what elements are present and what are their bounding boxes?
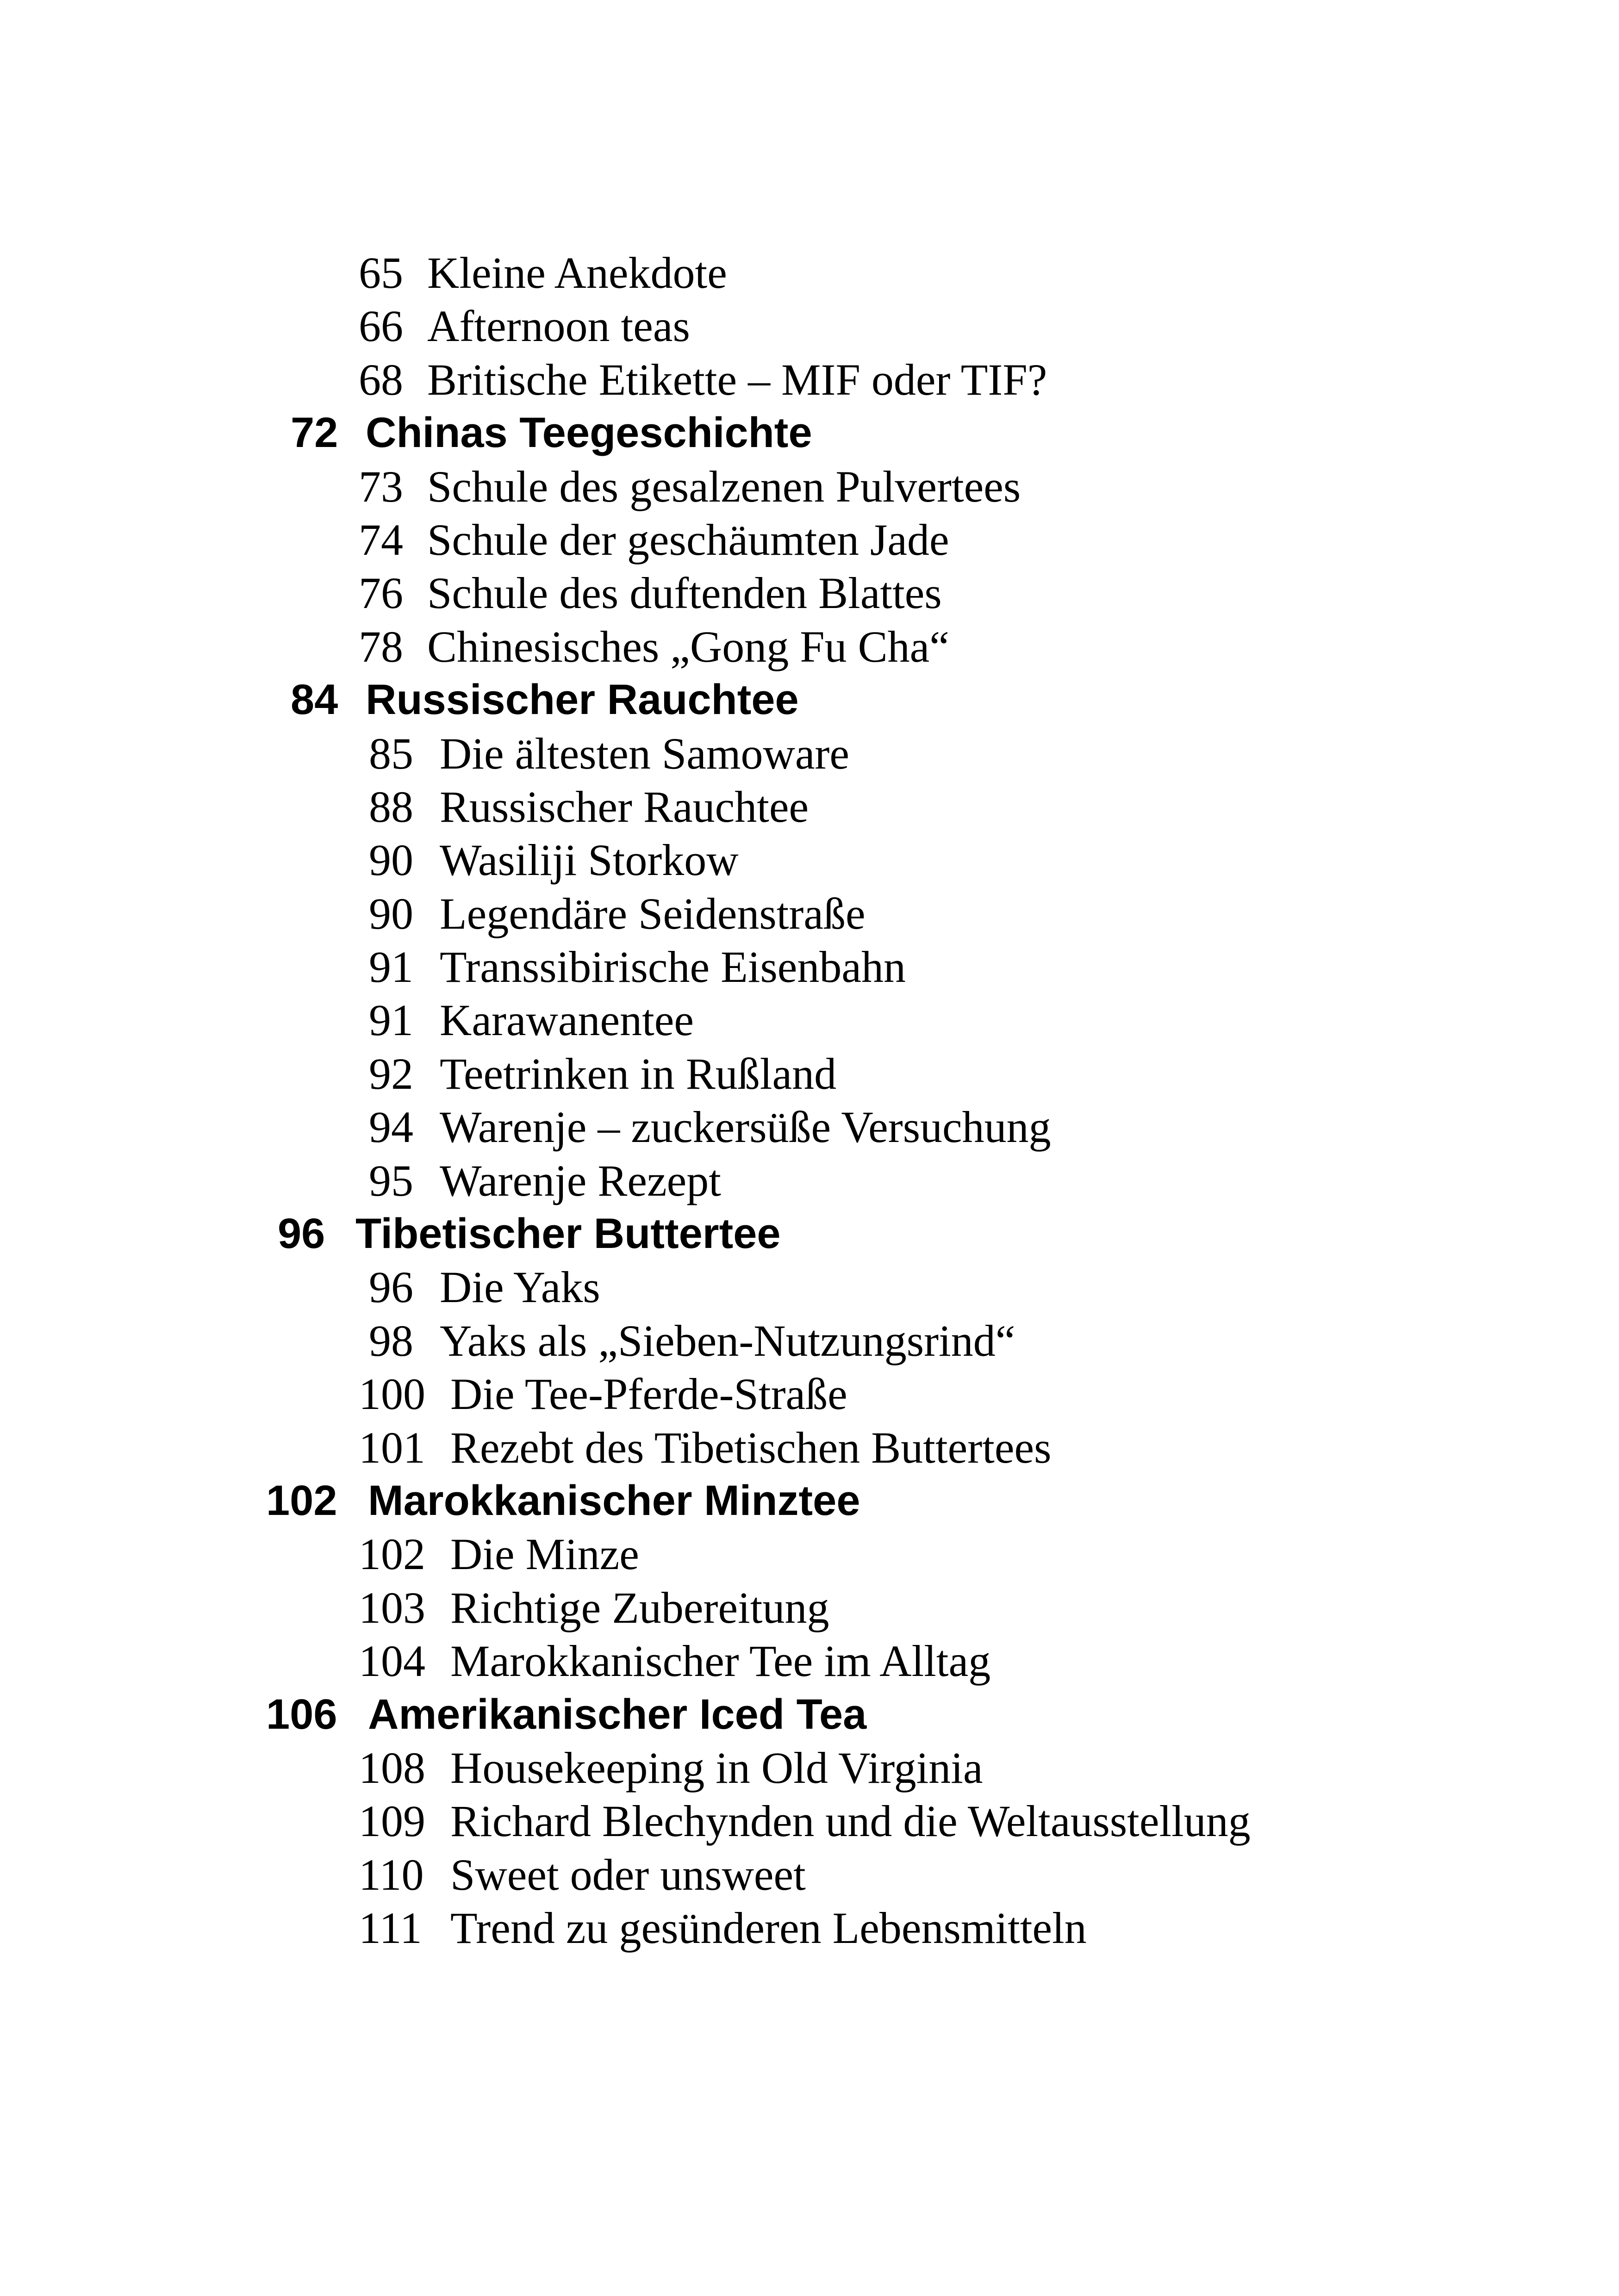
toc-entry <box>0 513 1619 566</box>
toc-entry <box>0 299 1619 353</box>
toc-entry-title: Chinesisches „Gong Fu Cha“ <box>427 621 949 671</box>
toc-entry-title: Schule des duftenden Blattes <box>427 568 942 618</box>
toc-entry-title: Legendäre Seidenstraße <box>440 888 866 938</box>
toc-entry-title: Warenje Rezept <box>440 1155 721 1205</box>
toc-entry-title: Britische Etikette – MIF oder TIF? <box>427 354 1047 404</box>
toc-entry-title: Die Tee-Pferde-Straße <box>450 1369 847 1419</box>
toc-page-number: 76 <box>359 568 403 618</box>
toc-page-number: 108 <box>359 1743 425 1793</box>
toc-entry-title: Karawanentee <box>440 995 694 1045</box>
toc-entry <box>0 1527 1619 1581</box>
toc-entry-title: Richard Blechynden und die Weltausstellung <box>450 1796 1251 1846</box>
toc-page-number: 68 <box>359 354 403 404</box>
toc-entry <box>0 1314 1619 1367</box>
toc-entry <box>0 1581 1619 1634</box>
toc-entry <box>0 1901 1619 1955</box>
toc-page-number: 104 <box>359 1636 425 1686</box>
toc-page-number: 90 <box>369 888 413 938</box>
toc-entry-title: Afternoon teas <box>427 301 690 351</box>
toc-page-number: 96 <box>369 1262 413 1312</box>
toc-entry <box>0 1047 1619 1100</box>
toc-chapter-title: Amerikanischer Iced Tea <box>368 1690 867 1738</box>
toc-entry-title: Marokkanischer Tee im Alltag <box>450 1636 991 1686</box>
toc-entry-title: Rezebt des Tibetischen Buttertees <box>450 1422 1052 1472</box>
toc-entry <box>0 1154 1619 1207</box>
toc-chapter-title: Marokkanischer Minztee <box>368 1477 860 1524</box>
toc-chapter <box>0 406 1619 459</box>
toc-page-number: 95 <box>369 1155 413 1205</box>
toc-entry-title: Russischer Rauchtee <box>440 782 809 832</box>
toc-entry <box>0 1100 1619 1154</box>
toc-entry <box>0 1794 1619 1848</box>
toc-page-number: 103 <box>359 1582 425 1632</box>
toc-page-number: 88 <box>369 782 413 832</box>
toc-entry <box>0 1367 1619 1421</box>
toc-page-number: 66 <box>359 301 403 351</box>
toc-entry-title: Die Minze <box>450 1529 639 1579</box>
toc-entry-title: Schule des gesalzenen Pulvertees <box>427 461 1021 511</box>
toc-entry-title: Housekeeping in Old Virginia <box>450 1743 983 1793</box>
toc-entry-title: Die Yaks <box>440 1262 600 1312</box>
toc-page-number: 78 <box>359 621 403 671</box>
toc-page-number: 101 <box>359 1422 425 1472</box>
toc-page-number: 94 <box>369 1102 413 1152</box>
toc-page-number: 90 <box>369 835 413 885</box>
toc-chapter-title: Tibetischer Buttertee <box>355 1210 781 1258</box>
toc-page-number: 102 <box>266 1477 337 1524</box>
toc-entry <box>0 993 1619 1047</box>
toc-entry <box>0 1634 1619 1688</box>
toc-entry <box>0 940 1619 993</box>
toc-page-number: 74 <box>359 515 403 565</box>
toc-entry-title: Schule der geschäumten Jade <box>427 515 949 565</box>
toc-page-number: 84 <box>291 676 338 724</box>
toc-chapter <box>0 1688 1619 1741</box>
toc-chapter-title: Russischer Rauchtee <box>366 676 799 724</box>
toc-chapter-title: Chinas Teegeschichte <box>366 409 812 457</box>
toc-chapter <box>0 1207 1619 1260</box>
toc-page-number: 91 <box>369 942 413 992</box>
toc-entry <box>0 246 1619 299</box>
toc-entry-title: Wasiliji Storkow <box>440 835 739 885</box>
toc-page-number: 98 <box>369 1316 413 1365</box>
toc-page-number: 100 <box>359 1369 425 1419</box>
toc-entry <box>0 1260 1619 1314</box>
toc-entry-title: Teetrinken in Rußland <box>440 1049 837 1098</box>
toc-entry-title: Trend zu gesünderen Lebensmitteln <box>450 1903 1087 1953</box>
toc-entry-title: Transsibirische Eisenbahn <box>440 942 906 992</box>
toc-entry-title: Warenje – zuckersüße Versuchung <box>440 1102 1051 1152</box>
toc-entry <box>0 727 1619 780</box>
toc-page-number: 65 <box>359 248 403 298</box>
toc-entry-title: Die ältesten Samoware <box>440 728 849 778</box>
toc-page-number: 73 <box>359 461 403 511</box>
toc-entry <box>0 460 1619 513</box>
toc-entry <box>0 566 1619 620</box>
toc-page-number: 96 <box>278 1210 325 1258</box>
toc-entry-title: Richtige Zubereitung <box>450 1582 829 1632</box>
toc-page-number: 92 <box>369 1049 413 1098</box>
toc-entry <box>0 1421 1619 1474</box>
table-of-contents <box>0 246 1619 1955</box>
toc-page-number: 111 <box>359 1903 422 1953</box>
toc-page-number: 91 <box>369 995 413 1045</box>
toc-entry <box>0 780 1619 833</box>
toc-page-number: 109 <box>359 1796 425 1846</box>
toc-entry-title: Kleine Anekdote <box>427 248 727 298</box>
toc-entry <box>0 620 1619 673</box>
toc-page-number: 106 <box>266 1690 337 1738</box>
toc-page-number: 110 <box>359 1849 424 1899</box>
toc-entry-title: Yaks als „Sieben-Nutzungsrind“ <box>440 1316 1015 1365</box>
toc-entry <box>0 1848 1619 1901</box>
toc-chapter <box>0 1474 1619 1527</box>
toc-page-number: 102 <box>359 1529 425 1579</box>
toc-page-number: 72 <box>291 409 338 457</box>
toc-entry <box>0 887 1619 940</box>
toc-page-number: 85 <box>369 728 413 778</box>
toc-entry <box>0 833 1619 887</box>
toc-entry-title: Sweet oder unsweet <box>450 1849 806 1899</box>
toc-entry <box>0 353 1619 406</box>
toc-chapter <box>0 673 1619 726</box>
toc-entry <box>0 1741 1619 1794</box>
